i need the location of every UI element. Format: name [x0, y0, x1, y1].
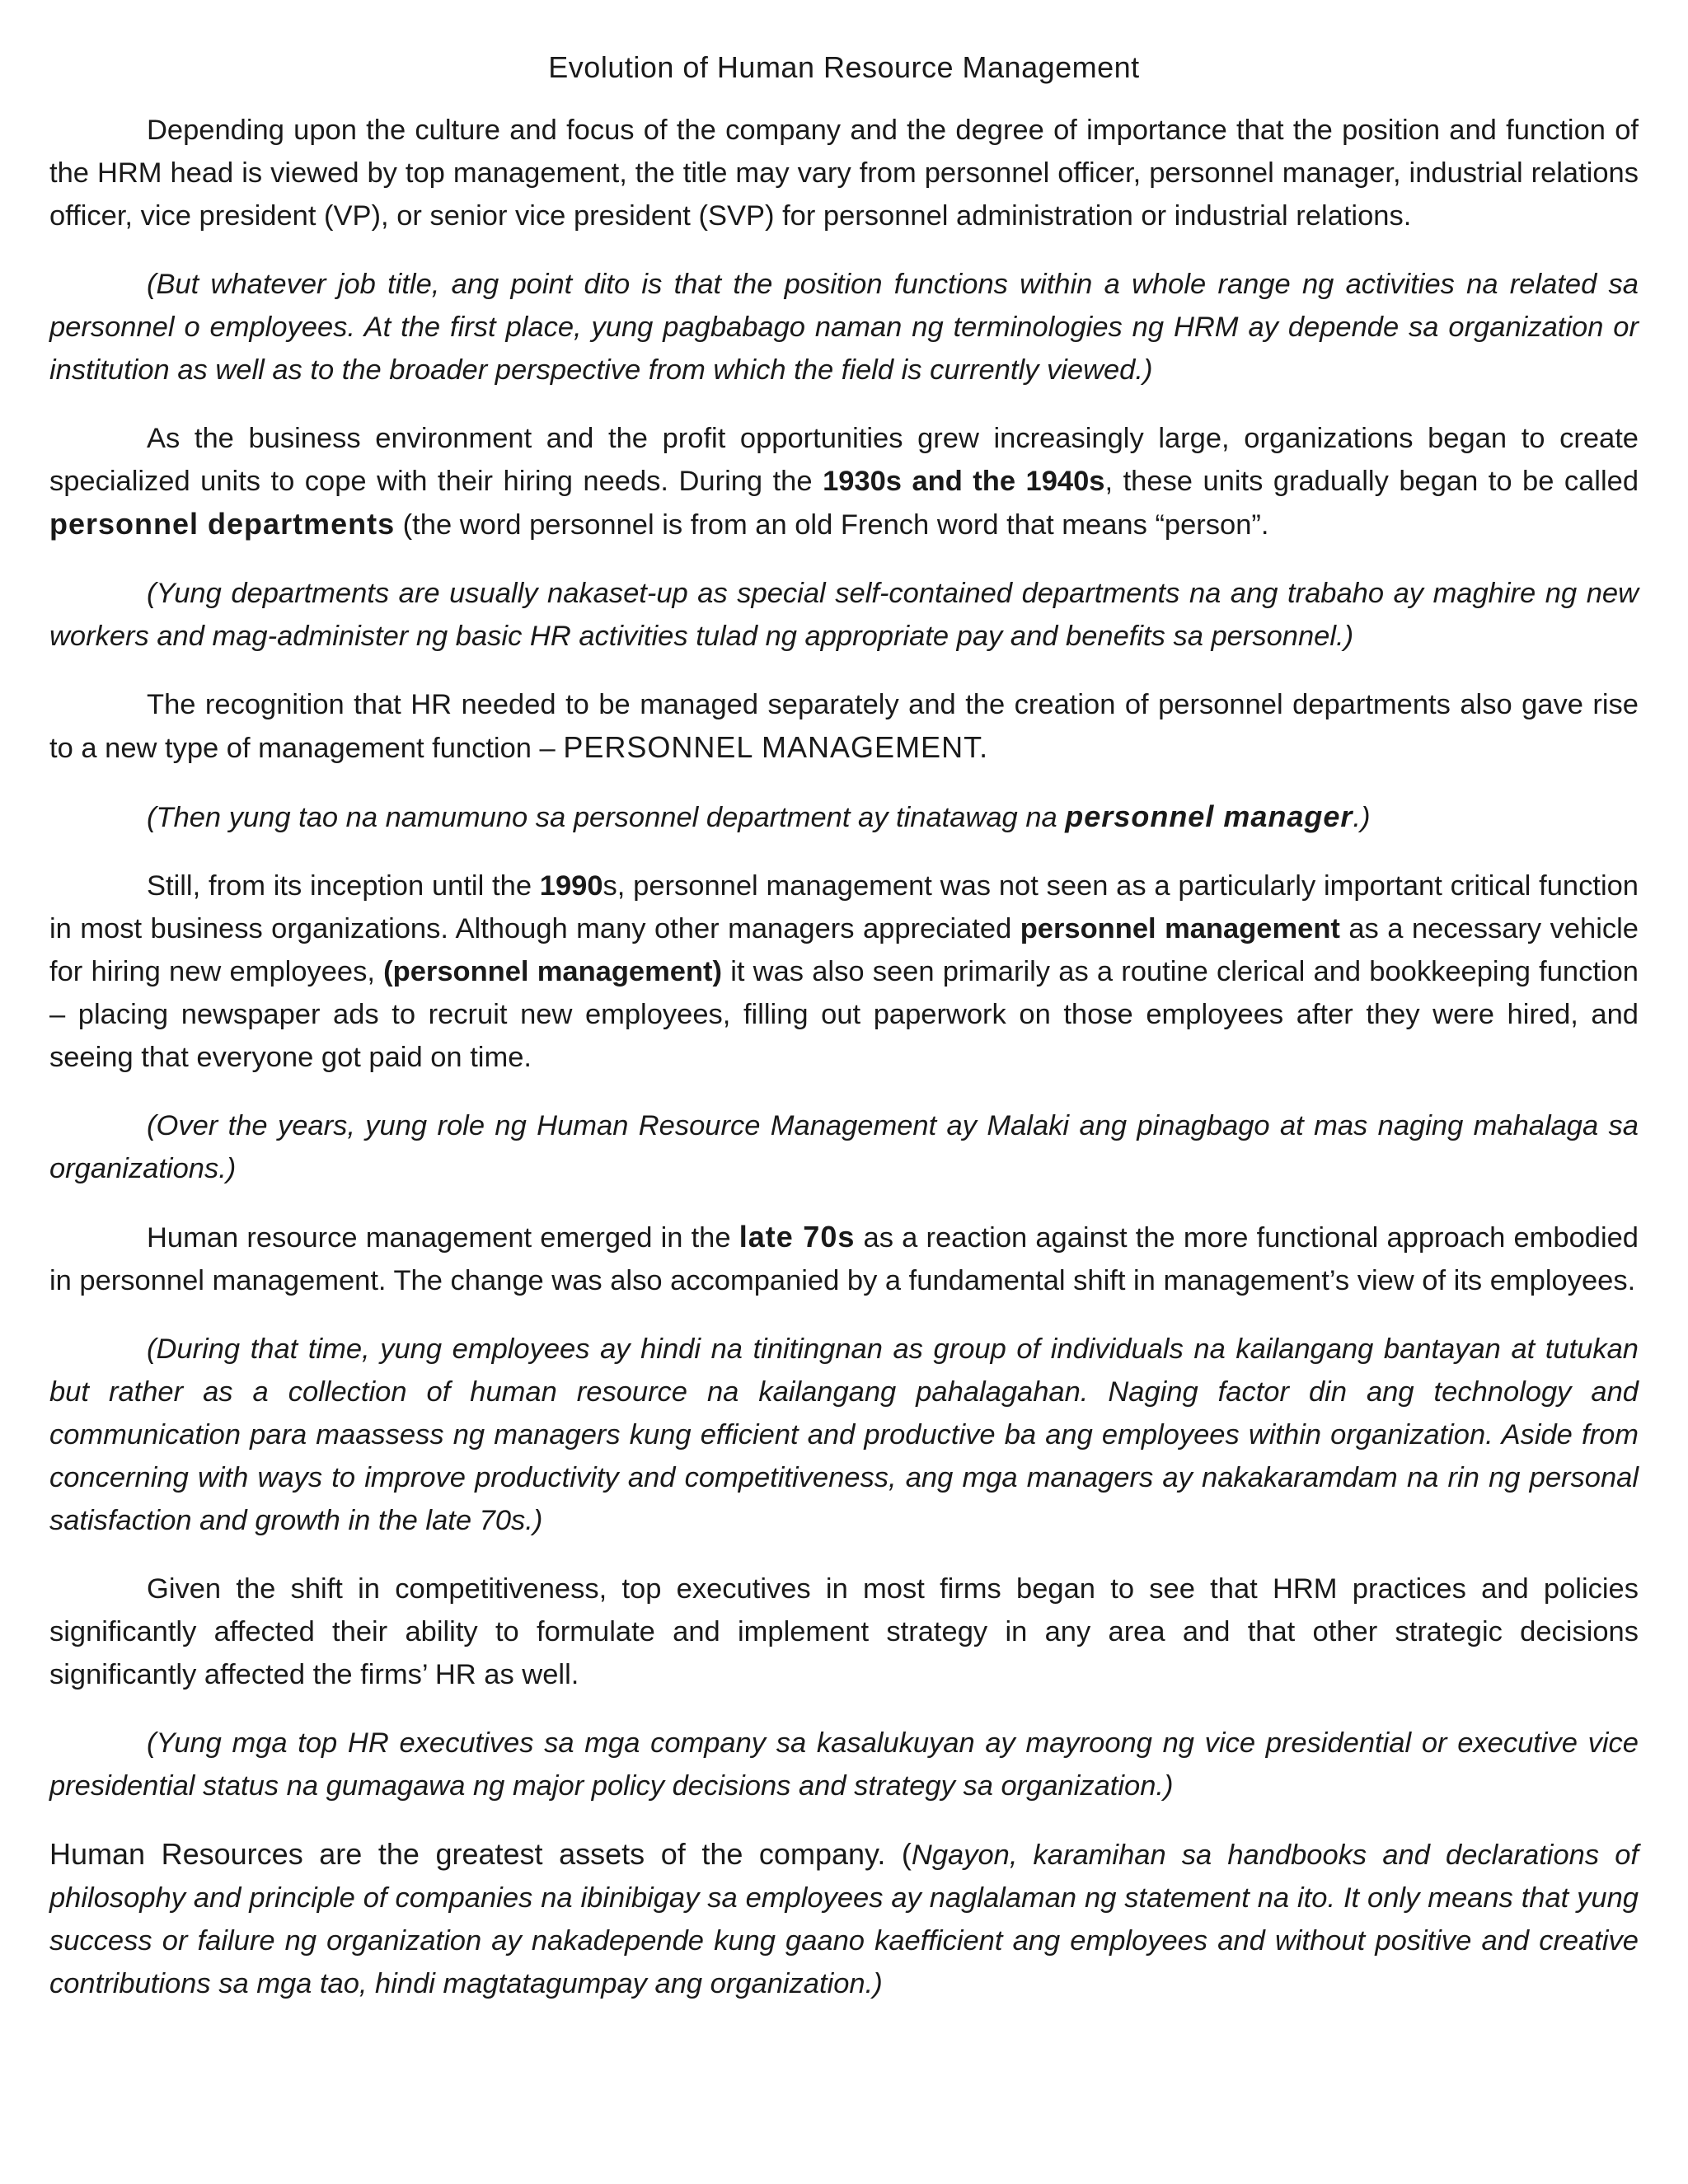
paragraph-6-text-b: .) — [1353, 802, 1371, 833]
document-page — [49, 43, 1639, 2031]
paragraph-6-text-a: (Then yung tao na namumuno sa personnel department ay tinatawag na — [147, 802, 1066, 833]
paragraph-13 — [49, 1833, 1639, 2005]
paragraph-7-text-d: it was also seen primarily as a routine clerical and bookkeeping function – placing newspaper ads to recruit new employees, filling out paperwork on those employees after they were hired, and seeing that everyone got paid on time. — [49, 956, 1639, 1073]
highlight-personnel-management-3: (personnel management) — [383, 956, 723, 987]
highlight-1990: 1990 — [539, 870, 603, 902]
paragraph-7-text-a: Still, from its inception until the — [147, 870, 540, 902]
highlight-personnel-departments: personnel departments — [49, 507, 396, 541]
highlight-personnel-management: PERSONNEL MANAGEMENT. — [563, 730, 989, 764]
paragraph-13-text: Ngayon, karamihan sa handbooks and declarations of philosophy and principle of companies na ibinibigay sa employees ay naglalaman ng statement na ito. It only means that yung success or failure ng organization ay nakadepende kung gaano kaefficient ang employees and without positive and creative contributions sa mga tao, hindi magtatagumpay ang organization.) — [49, 1840, 1639, 1999]
highlight-personnel-management-2: personnel management — [1020, 913, 1340, 944]
paragraph-1: Depending upon the culture and focus of the company and the degree of importance that the position and function of the HRM head is viewed by top management, the title may vary from personnel officer, personnel manager, industrial relations officer, vice president (VP), or senior vice president (SVP) for personnel administration or industrial relations. — [49, 115, 1639, 232]
paragraph-11: Given the shift in competitiveness, top executives in most firms began to see that HRM practices and policies significantly affected their ability to formulate and implement strategy in any area and that other strategic decisions significantly affected the firms’ HR as well. — [49, 1573, 1639, 1690]
paragraph-9-text-b: as a reaction against the more functional approach embodied in personnel management. The change was also accompanied by a fundamental shift in management’s view of its employees. — [49, 1222, 1639, 1296]
paragraph-6-italic-note — [49, 795, 1639, 839]
highlight-greatest-assets: Human Resources are the greatest assets of the company. ( — [49, 1837, 912, 1871]
paragraph-10-italic-note: (During that time, yung employees ay hindi na tinitingnan as group of individuals na kailangang bantayan at tutukan but rather as a collection of human resource na kailangang pahalagahan. Naging factor din ang technology and communication para maassess ng managers kung efficient and productive ba ang employees within organization. Aside from concerning with ways to improve productivity and competitiveness, ang mga managers ay nakakaramdam na rin ng personal satisfaction and growth in the late 70s.) — [49, 1333, 1639, 1536]
paragraph-8-italic-note: (Over the years, yung role ng Human Resource Management ay Malaki ang pinagbago at mas naging mahalaga sa organizations.) — [49, 1110, 1639, 1184]
highlight-late-70s: late 70s — [738, 1220, 856, 1254]
paragraph-2-italic-note: (But whatever job title, ang point dito is that the position functions within a whole range ng activities na related sa personnel o employees. At the first place, yung pagbabago naman ng terminologies ng HRM ay depende sa organization or institution as well as to the broader perspective from which the field is currently viewed.) — [49, 269, 1639, 386]
highlight-1930s-1940s: 1930s and the 1940s — [823, 466, 1105, 497]
paragraph-3-text-a: As the business environment and the profit opportunities grew increasingly large, organizations began to create specialized units to cope with their hiring needs. During the — [49, 423, 1639, 497]
paragraph-4-italic-note: (Yung departments are usually nakaset-up as special self-contained departments na ang trabaho ay maghire ng new workers and mag-administer ng basic HR activities tulad ng appropriate pay and benefits sa personnel.) — [49, 578, 1639, 652]
highlight-personnel-manager: personnel manager — [1065, 799, 1353, 833]
document-title: Evolution of Human Resource Management — [548, 50, 1140, 84]
paragraph-7-text-c: as a necessary vehicle for hiring new employees, — [49, 913, 1639, 987]
paragraph-3-text-c: (the word personnel is from an old French word that means “person”. — [395, 509, 1269, 541]
paragraph-12-italic-note: (Yung mga top HR executives sa mga company sa kasalukuyan ay mayroong ng vice presidential or executive vice presidential status na gumagawa ng major policy decisions and strategy sa organization.) — [49, 1727, 1639, 1802]
paragraph-9 — [49, 1216, 1639, 1302]
paragraph-7-text-b: s, personnel management was not seen as a particularly important critical function in most business organizations. Although many other managers appreciated — [49, 870, 1639, 944]
paragraph-9-text-a: Human resource management emerged in the — [147, 1222, 739, 1254]
paragraph-5 — [49, 683, 1639, 770]
paragraph-3-text-b: , these units gradually began to be called — [1104, 466, 1639, 497]
paragraph-5-text: The recognition that HR needed to be managed separately and the creation of personnel departments also gave rise to a new type of management function – — [49, 689, 1639, 764]
paragraph-3 — [49, 417, 1639, 546]
paragraph-7 — [49, 865, 1639, 1079]
